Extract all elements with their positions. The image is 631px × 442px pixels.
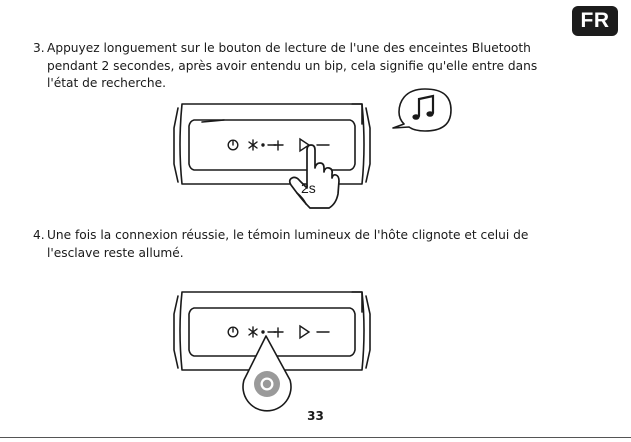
bluetooth-icon — [249, 327, 257, 337]
speech-bubble — [393, 89, 451, 131]
step-text-line: Appuyez longuement sur le bouton de lecture de l'une des enceintes Bluetooth — [47, 41, 531, 55]
step-text-line: pendant 2 secondes, après avoir entendu un bip, cela signifie qu'elle entre dans — [47, 58, 538, 73]
plus-icon — [274, 328, 283, 337]
indicator-dot — [262, 331, 264, 333]
hold-duration-label: 2s — [301, 180, 316, 196]
control-buttons-2 — [228, 326, 329, 338]
indicator-dot — [262, 144, 264, 146]
bluetooth-icon — [249, 140, 257, 150]
step-text-line: l'esclave reste allumé. — [47, 245, 184, 260]
hand-pointer-icon — [290, 145, 339, 208]
power-icon — [228, 327, 238, 337]
speaker-illustration-1 — [174, 104, 370, 184]
power-icon — [228, 140, 238, 150]
step-text-line: Une fois la connexion réussie, le témoin lumineux de l'hôte clignote et celui de — [47, 228, 529, 242]
play-icon — [300, 326, 309, 338]
indicator-callout — [243, 336, 291, 411]
page-number: 33 — [307, 409, 324, 423]
step-number: 3. — [33, 41, 45, 55]
footer-divider — [0, 437, 631, 438]
language-badge: FR — [572, 6, 618, 36]
plus-icon — [274, 141, 283, 150]
step-text-line: l'état de recherche. — [47, 76, 166, 90]
step-number: 4. — [33, 228, 45, 242]
